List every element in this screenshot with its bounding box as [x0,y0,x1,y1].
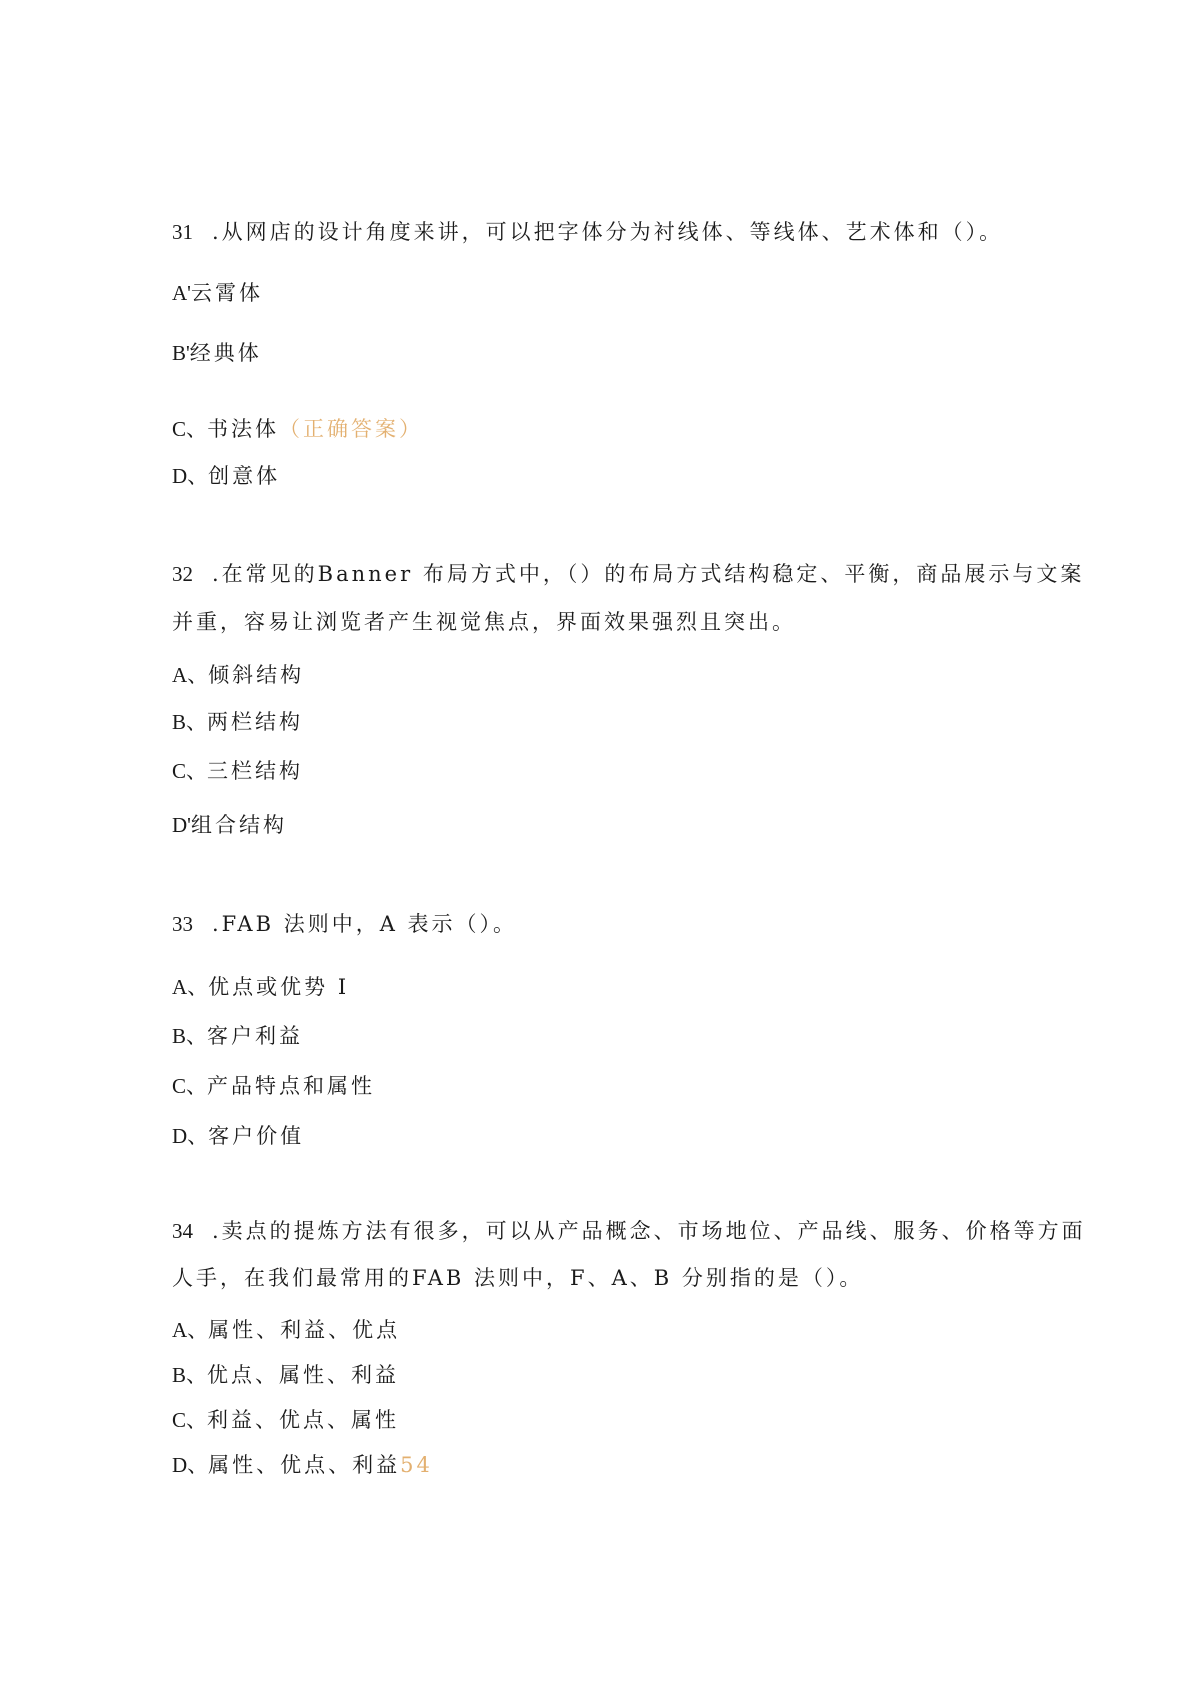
question-text: .FAB 法则中，A 表示（）。 [212,912,518,936]
question-33-stem [172,914,517,935]
question-text: 人手，在我们最常用的FAB 法则中，F、A、B 分别指的是（）。 [172,1266,864,1290]
option-text: 利益、优点、属性 [207,1408,400,1432]
option-letter: D、 [172,1124,209,1148]
option-letter: D、 [172,1453,209,1477]
option-letter: C、 [172,417,208,441]
question-31-option-b [172,343,262,364]
question-number: 34 [172,1219,193,1243]
question-32-option-a [172,665,304,686]
option-text: 组合结构 [190,813,287,837]
option-letter: A、 [172,975,209,999]
option-text: 经典体 [189,341,262,365]
question-32-stem-line-2 [172,612,796,633]
option-letter: A、 [172,663,209,687]
question-34-stem-line-1 [172,1221,1086,1242]
option-text: 三栏结构 [207,759,304,783]
question-32-option-d [172,815,287,836]
question-number: 32 [172,562,193,586]
page-number-marker: 54 [400,1453,433,1477]
question-33-option-b [172,1026,303,1047]
question-32-option-b [172,712,303,733]
option-text: 两栏结构 [207,710,304,734]
question-text: .在常见的Banner 布局方式中，（）的布局方式结构稳定、平衡，商品展示与文案 [212,562,1085,586]
option-letter: D、 [172,464,209,488]
question-33-option-d [172,1126,304,1147]
option-letter: C、 [172,759,208,783]
option-letter: D' [172,813,191,837]
option-text: 优点或优势 I [208,975,350,999]
question-34-stem-line-2 [172,1268,863,1289]
correct-answer-marker: （正确答案） [279,417,424,441]
question-33-option-c [172,1076,375,1097]
question-text: .从网店的设计角度来讲，可以把字体分为衬线体、等线体、艺术体和（）。 [212,220,1004,244]
option-text: 创意体 [208,464,281,488]
option-letter: B、 [172,1024,208,1048]
question-32-stem-line-1 [172,564,1084,585]
question-number: 33 [172,912,193,936]
question-34-option-c [172,1410,399,1431]
option-letter: A' [172,281,191,305]
question-34-option-d [172,1455,433,1476]
question-32-option-c [172,761,303,782]
option-letter: B、 [172,1363,208,1387]
question-number: 31 [172,220,193,244]
option-letter: A、 [172,1318,209,1342]
option-text: 客户利益 [207,1024,304,1048]
question-31-option-d [172,466,280,487]
question-text: .卖点的提炼方法有很多，可以从产品概念、市场地位、产品线、服务、价格等方面 [212,1219,1086,1243]
option-text: 云霄体 [190,281,263,305]
option-text: 属性、优点、利益 [208,1453,401,1477]
question-34-option-a [172,1320,400,1341]
question-31-option-a [172,283,263,304]
question-33-option-a [172,977,349,998]
question-31-option-c [172,419,423,440]
option-letter: B' [172,341,190,365]
option-text: 属性、利益、优点 [208,1318,401,1342]
option-letter: C、 [172,1408,208,1432]
option-text: 倾斜结构 [208,663,305,687]
option-letter: B、 [172,710,208,734]
option-letter: C、 [172,1074,208,1098]
question-34-option-b [172,1365,399,1386]
option-text: 优点、属性、利益 [207,1363,400,1387]
question-text: 并重，容易让浏览者产生视觉焦点，界面效果强烈且突出。 [172,610,796,634]
option-text: 客户价值 [208,1124,305,1148]
option-text: 书法体 [207,417,280,441]
option-text: 产品特点和属性 [207,1074,376,1098]
question-31-stem [172,222,1003,243]
